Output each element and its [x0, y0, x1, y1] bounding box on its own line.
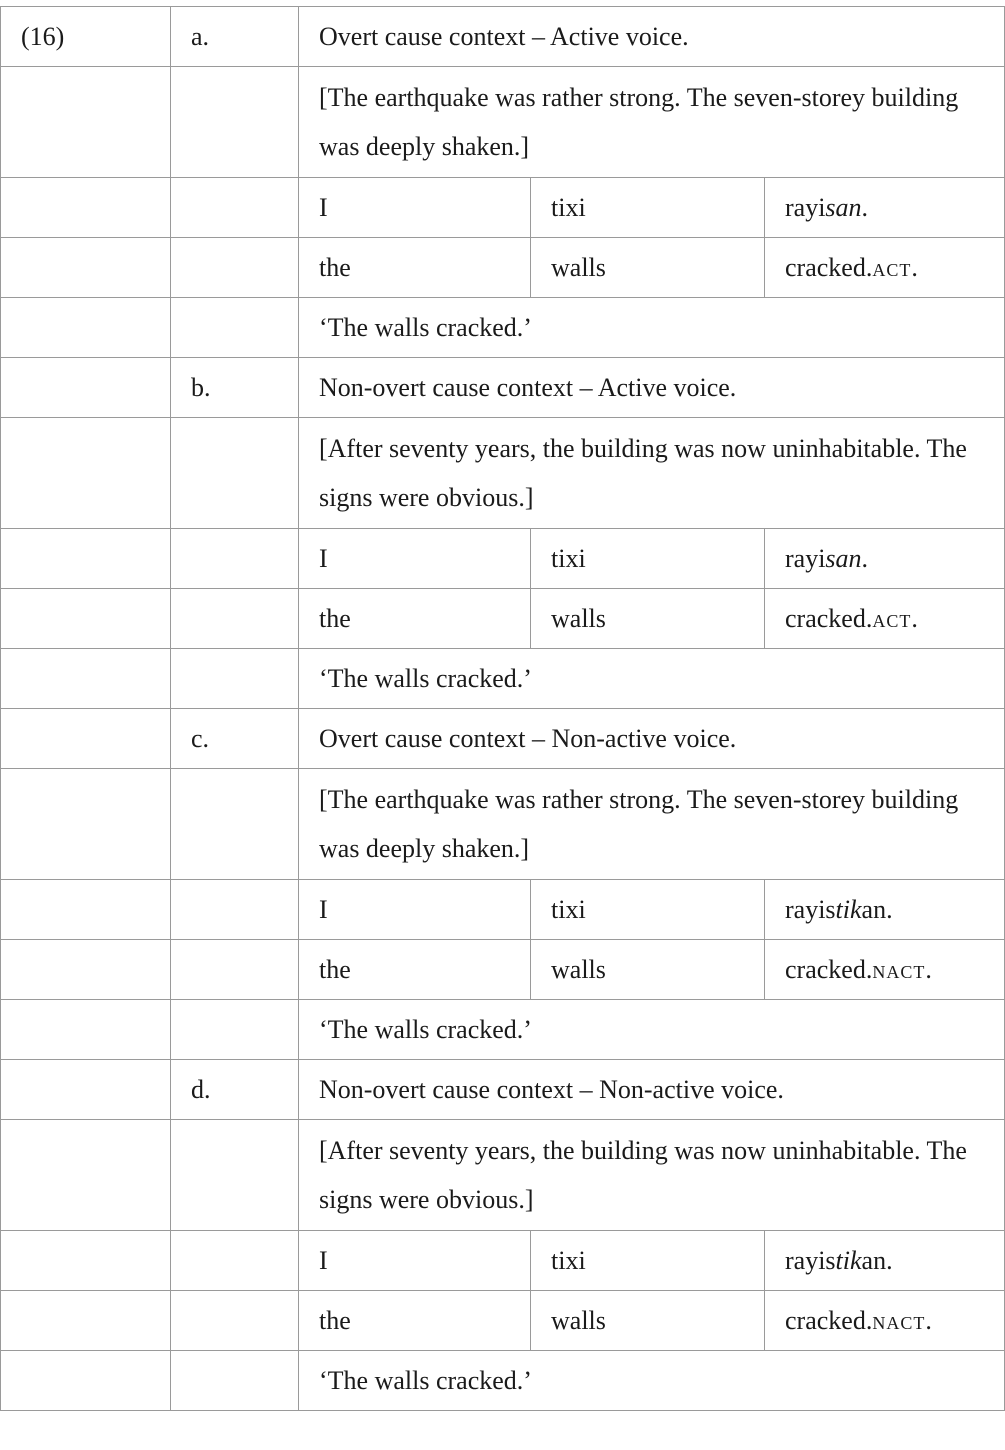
verb-cell	[765, 1231, 1005, 1291]
gloss-tag: act	[872, 604, 912, 633]
verb-morpheme: san	[825, 193, 862, 222]
example-a-gloss-row	[1, 238, 1005, 298]
example-d-word-row	[1, 1231, 1005, 1291]
gloss-cell: the	[299, 1291, 531, 1351]
example-a-context-row	[1, 67, 1005, 178]
example-c-heading-row	[1, 709, 1005, 769]
example-d-translation-row	[1, 1351, 1005, 1411]
gloss-tag: act	[872, 253, 912, 282]
example-c-word-row	[1, 880, 1005, 940]
verb-end: .	[861, 193, 869, 222]
example-context: [The earthquake was rather strong. The seven-storey building was deeply shaken.]	[299, 769, 1005, 880]
example-heading: Non-overt cause context – Active voice.	[299, 358, 1005, 418]
gloss-table	[0, 6, 1005, 1411]
verb-cell	[765, 178, 1005, 238]
example-b-context-row	[1, 418, 1005, 529]
word-cell: tixi	[531, 880, 765, 940]
example-a-heading-row	[1, 7, 1005, 67]
gloss-cell: the	[299, 589, 531, 649]
gloss-end: .	[911, 253, 918, 282]
verb-stem: rayis	[785, 1246, 836, 1275]
gloss-verb-cell	[765, 238, 1005, 298]
example-letter: a.	[171, 7, 299, 67]
example-letter: b.	[171, 358, 299, 418]
word-cell: I	[299, 880, 531, 940]
example-a-translation-row	[1, 298, 1005, 358]
word-cell: tixi	[531, 178, 765, 238]
verb-cell	[765, 529, 1005, 589]
gloss-end: .	[925, 1306, 932, 1335]
word-cell: I	[299, 178, 531, 238]
example-c-translation-row	[1, 1000, 1005, 1060]
example-c-gloss-row	[1, 940, 1005, 1000]
gloss-cell: walls	[531, 1291, 765, 1351]
gloss-verb: cracked.	[785, 253, 873, 282]
gloss-verb: cracked.	[785, 1306, 873, 1335]
example-d-heading-row	[1, 1060, 1005, 1120]
example-b-translation-row	[1, 649, 1005, 709]
example-heading: Overt cause context – Active voice.	[299, 7, 1005, 67]
example-heading: Overt cause context – Non-active voice.	[299, 709, 1005, 769]
gloss-cell: walls	[531, 238, 765, 298]
verb-end: an.	[861, 1246, 893, 1275]
example-a-word-row	[1, 178, 1005, 238]
verb-cell	[765, 880, 1005, 940]
example-context: [After seventy years, the building was now uninhabitable. The signs were obvious.]	[299, 1120, 1005, 1231]
word-cell: tixi	[531, 1231, 765, 1291]
gloss-cell: the	[299, 238, 531, 298]
translation: ‘The walls cracked.’	[299, 649, 1005, 709]
verb-stem: rayi	[785, 193, 826, 222]
translation: ‘The walls cracked.’	[299, 1351, 1005, 1411]
verb-morpheme: tik	[835, 895, 862, 924]
example-context: [After seventy years, the building was now uninhabitable. The signs were obvious.]	[299, 418, 1005, 529]
example-number: (16)	[1, 7, 171, 67]
gloss-cell: walls	[531, 940, 765, 1000]
gloss-tag: nact	[872, 1306, 926, 1335]
gloss-end: .	[925, 955, 932, 984]
gloss-tag: nact	[872, 955, 926, 984]
verb-morpheme: tik	[835, 1246, 862, 1275]
verb-end: .	[861, 544, 869, 573]
word-cell: I	[299, 529, 531, 589]
word-cell: tixi	[531, 529, 765, 589]
example-letter: c.	[171, 709, 299, 769]
example-b-gloss-row	[1, 589, 1005, 649]
gloss-verb-cell	[765, 1291, 1005, 1351]
verb-end: an.	[861, 895, 893, 924]
gloss-verb: cracked.	[785, 955, 873, 984]
example-heading: Non-overt cause context – Non-active voice.	[299, 1060, 1005, 1120]
word-cell: I	[299, 1231, 531, 1291]
example-b-heading-row	[1, 358, 1005, 418]
example-b-word-row	[1, 529, 1005, 589]
gloss-end: .	[911, 604, 918, 633]
gloss-verb: cracked.	[785, 604, 873, 633]
translation: ‘The walls cracked.’	[299, 298, 1005, 358]
example-letter: d.	[171, 1060, 299, 1120]
gloss-verb-cell	[765, 589, 1005, 649]
example-d-context-row	[1, 1120, 1005, 1231]
example-d-gloss-row	[1, 1291, 1005, 1351]
translation: ‘The walls cracked.’	[299, 1000, 1005, 1060]
gloss-verb-cell	[765, 940, 1005, 1000]
verb-stem: rayis	[785, 895, 836, 924]
gloss-cell: the	[299, 940, 531, 1000]
verb-morpheme: san	[825, 544, 862, 573]
example-c-context-row	[1, 769, 1005, 880]
example-context: [The earthquake was rather strong. The seven-storey building was deeply shaken.]	[299, 67, 1005, 178]
gloss-cell: walls	[531, 589, 765, 649]
verb-stem: rayi	[785, 544, 826, 573]
